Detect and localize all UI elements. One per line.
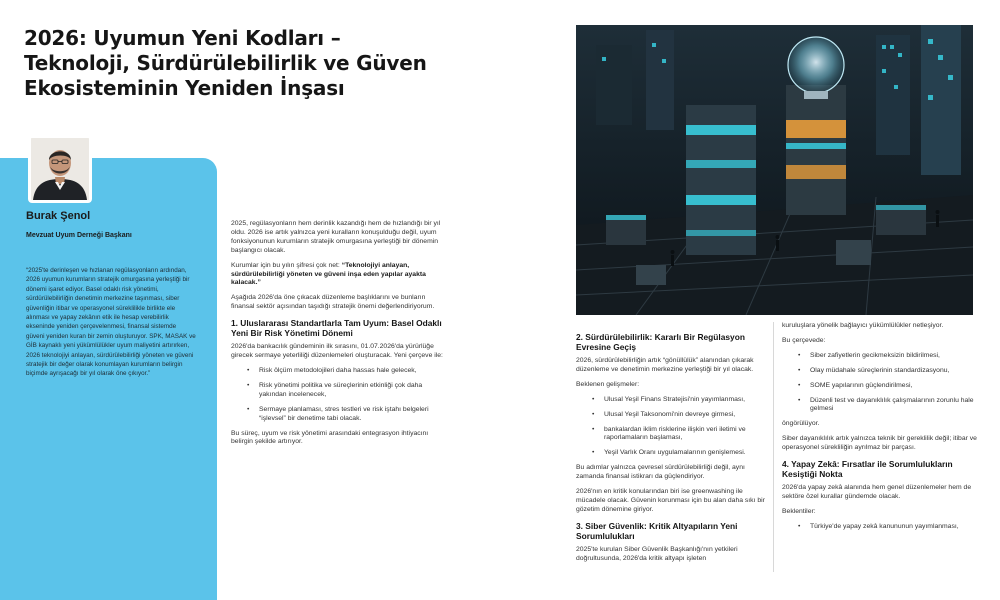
section2-expectations-label: Beklenen gelişmeler: <box>576 380 640 388</box>
section1-bullet-list <box>231 367 443 424</box>
section3-framework-label: Bu çerçevede: <box>782 336 826 344</box>
section-heading-cyber-security: 3. Siber Güvenlik: Kritik Altyapıların Yeni Sorumlulukları <box>576 520 738 541</box>
list-item: • Siber zafiyetlerin gecikmeksizin bildirilmesi, <box>782 352 978 361</box>
author-photo <box>28 135 92 203</box>
section3-bullet-list <box>782 352 978 415</box>
list-item: • Düzenli test ve dayanıklılık çalışmalarının zorunlu hale gelmesi <box>782 397 978 415</box>
author-portrait-image <box>31 138 89 200</box>
list-item: • Yeşil Varlık Oranı uygulamalarının genişlemesi. <box>576 449 768 458</box>
section4-paragraph: 2026'da yapay zekâ alanında hem genel düzenlemeler hem de sektöre özel kurallar gündemde olacak. <box>782 484 972 500</box>
section-heading-basel: 1. Uluslararası Standartlarla Tam Uyum: Basel Odaklı Yeni Bir Risk Yönetimi Dönemi <box>231 318 442 339</box>
author-sidebar-card <box>0 158 217 600</box>
intro-outline: Aşağıda 2026'da öne çıkacak düzenleme başlıklarını ve bunların finansal sektör açısından taşıdığı stratejik önemi değerlendiriyorum. <box>231 294 435 311</box>
hero-illustration <box>576 25 973 315</box>
section1-closing: Bu süreç, uyum ve risk yönetimi arasındaki entegrasyon ihtiyacını belirgin şekilde artırıyor. <box>231 429 429 446</box>
article-title: 2026: Uyumun Yeni Kodları – Teknoloji, Sürdürülebilirlik ve Güven Ekosisteminin Yeniden İnşası <box>24 26 427 100</box>
article-column-2 <box>576 326 768 570</box>
article-column-1 <box>231 220 443 453</box>
section2-paragraph-greenwashing: 2026'nın en kritik konularından biri ise greenwashing ile mücadele olacak. Güvenin korunması için bu alan daha sıkı bir gözetim dönemine giriyor. <box>576 488 765 513</box>
list-item: • Sermaye planlaması, stres testleri ve risk iştahı belgeleri “işlevsel” bir denetime tabi olacak. <box>231 406 443 424</box>
list-item: • SOME yapılarının güçlendirilmesi, <box>782 382 978 391</box>
section2-bullet-list <box>576 396 768 459</box>
motto-quote: “Teknolojiyi anlayan, sürdürülebilirliği yöneten ve güveni inşa eden yapılar ayakta kalacak.” <box>231 261 426 287</box>
list-item: • Olay müdahale süreçlerinin standardizasyonu, <box>782 367 978 376</box>
list-item: • Ulusal Yeşil Taksonomi'nin devreye girmesi, <box>576 411 768 420</box>
section4-expectations-label: Beklentiler: <box>782 507 816 515</box>
section3-paragraph: 2025'te kurulan Siber Güvenlik Başkanlığı'nın yetkileri doğrultusunda, 2026'da kritik altyapı işleten <box>576 545 738 562</box>
section4-bullet-list <box>782 523 978 532</box>
section2-paragraph-stability: Bu adımlar yalnızca çevresel sürdürülebilirliği değil, aynı zamanda finansal istikrarı da güçlendiriyor. <box>576 464 745 481</box>
list-item: • Ulusal Yeşil Finans Stratejisi'nin yayımlanması, <box>576 396 768 405</box>
motto-lead: Kurumlar için bu yılın şifresi çok net: <box>231 261 342 269</box>
list-item: • Risk yönetimi politika ve süreçlerinin etkinliği çok daha yakından incelenecek, <box>231 382 443 400</box>
section3-resilience: Siber dayanıklılık artık yalnızca teknik bir gereklilik değil; itibar ve operasyonel sürekliliğin ayrılmaz bir parçası. <box>782 435 977 452</box>
section3-paragraph-continued: kuruluşlara yönelik bağlayıcı yükümlülükler netleşiyor. <box>782 322 944 329</box>
author-role: Mevzuat Uyum Derneği Başkanı <box>26 232 132 239</box>
list-item: • bankalardan iklim risklerine ilişkin veri iletimi ve raporlamaların başlaması, <box>576 426 768 444</box>
list-item: • Risk ölçüm metodolojileri daha hassas hale gelecek, <box>231 367 443 376</box>
column-divider <box>773 322 774 572</box>
article-column-3 <box>782 322 978 538</box>
intro-motto <box>231 262 443 289</box>
section-heading-ai: 4. Yapay Zekâ: Fırsatlar ile Sorumlulukların Kesiştiği Nokta <box>782 459 953 480</box>
tech-city-image <box>576 25 973 315</box>
list-item: • Türkiye'de yapay zekâ kanununun yayımlanması, <box>782 523 978 532</box>
author-name: Burak Şenol <box>26 210 91 222</box>
section1-paragraph: 2026'da bankacılık gündeminin ilk sırasını, 01.07.2026'da yürürlüğe girecek sermaye yeterliliği düzenlemeleri oluşturacak. Yeni çerçeve ile: <box>231 343 443 360</box>
section3-foreseen: öngörülüyor. <box>782 420 820 428</box>
author-quote: “2025'te derinleşen ve hızlanan regülasyonların ardından, 2026 uyumun kurumların stratejik omurgasına yerleştiği bir dönemi işaret ediyor. Basel odaklı risk yönetimi, sürdürülebilirliğin denetimin merkezine taşınması, siber güvenliğin itibar ve operasyonel süreklilikle birlikte ele alınması ve yapay zekânın etik ile hesap verebilirlik ekseninde yeniden çerçevelenmesi, finansal sistemde güveni yeniden kuran bir zemin oluşturuyor. SPK, MASAK ve GİB kaynaklı yeni yükümlülükler uyum maliyetini artırırken, 2026 teknolojiyi anlayan, sürdürülebilirliği yöneten ve güveni stratejik bir değer olarak konumlayan kurumların belirgin biçimde ayrışacağı bir yıl olarak öne çıkıyor.” <box>26 267 196 378</box>
section-heading-sustainability: 2. Sürdürülebilirlik: Kararlı Bir Regülasyon Evresine Geçiş <box>576 332 745 352</box>
section2-paragraph: 2026, sürdürülebilirliğin artık “gönüllülük” alanından çıkarak düzenleme ve denetimin merkezine yerleştiği bir yıl olacak. <box>576 357 754 373</box>
intro-paragraph: 2025, regülasyonların hem derinlik kazandığı hem de hızlandığı bir yıl oldu. 2026 ise artık yalnızca yeni kuralların konuşulduğu değil, uyum fonksiyonunun kurumların stratejik omurgasına yerleştiği bir dönemin başlangıcı olacak. <box>231 220 441 254</box>
